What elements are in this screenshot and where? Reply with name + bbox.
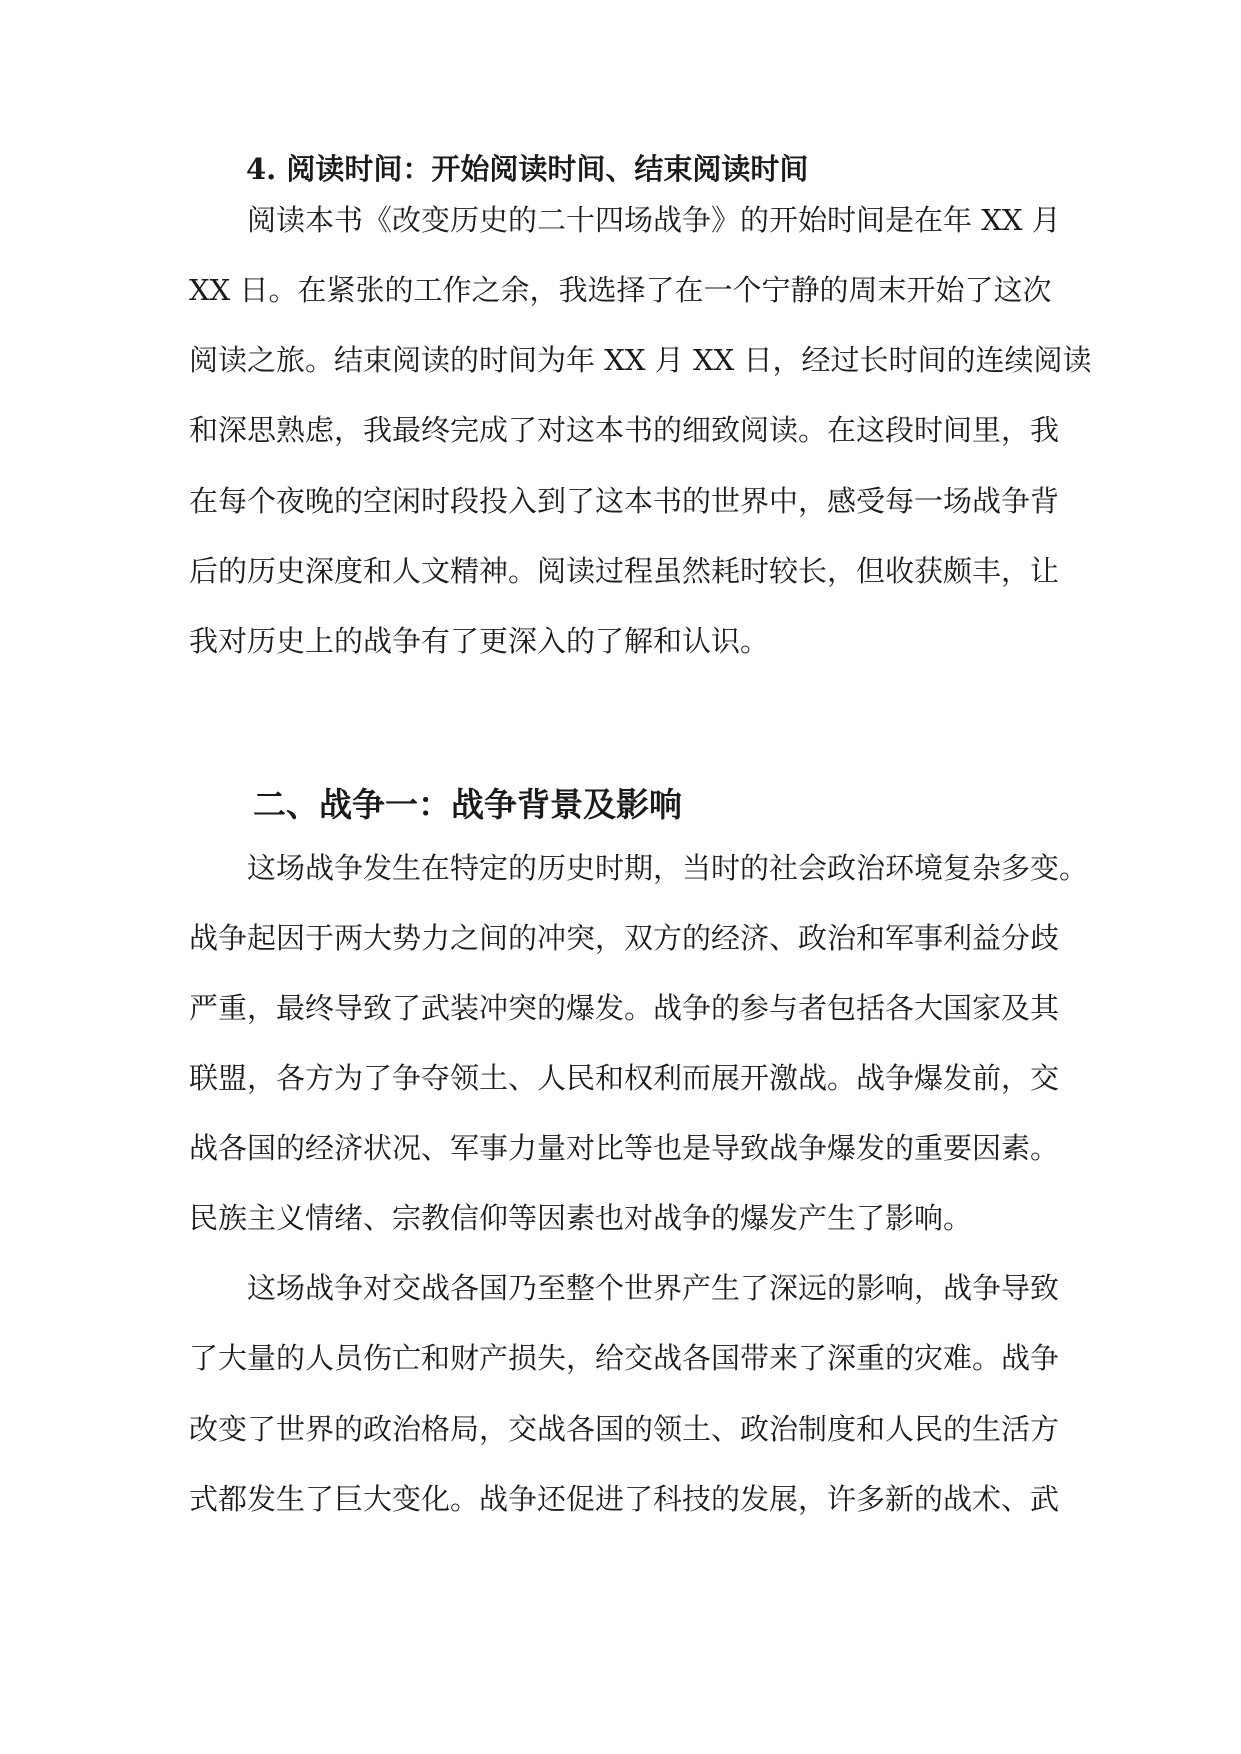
paragraph-line: 阅读本书《改变历史的二十四场战争》的开始时间是在年 XX 月 <box>247 203 1061 237</box>
paragraph-line: 战各国的经济状况、军事力量对比等也是导致战争爆发的重要因素。 <box>189 1131 1060 1165</box>
paragraph-line: 联盟，各方为了争夺领土、人民和权利而展开激战。战争爆发前，交 <box>189 1061 1060 1095</box>
paragraph-line: 民族主义情绪、宗教信仰等因素也对战争的爆发产生了影响。 <box>189 1201 973 1235</box>
paragraph-line: 我对历史上的战争有了更深入的了解和认识。 <box>189 624 770 658</box>
paragraph-line: 战争起因于两大势力之间的冲突，双方的经济、政治和军事利益分歧 <box>189 921 1060 955</box>
paragraph-line: 后的历史深度和人文精神。阅读过程虽然耗时较长，但收获颇丰，让 <box>189 554 1060 588</box>
paragraph-line: 阅读之旅。结束阅读的时间为年 XX 月 XX 日，经过长时间的连续阅读 <box>189 343 1092 377</box>
paragraph-line: 严重，最终导致了武装冲突的爆发。战争的参与者包括各大国家及其 <box>189 991 1060 1025</box>
paragraph-line: 这场战争发生在特定的历史时期，当时的社会政治环境复杂多变。 <box>247 851 1089 885</box>
paragraph-line: 了大量的人员伤亡和财产损失，给交战各国带来了深重的灾难。战争 <box>189 1341 1060 1375</box>
paragraph-line: XX 日。在紧张的工作之余，我选择了在一个宁静的周末开始了这次 <box>189 273 1052 307</box>
paragraph-line: 改变了世界的政治格局，交战各国的领土、政治制度和人民的生活方 <box>189 1412 1060 1446</box>
paragraph-line: 这场战争对交战各国乃至整个世界产生了深远的影响，战争导致 <box>247 1271 1060 1305</box>
paragraph-line: 和深思熟虑，我最终完成了对这本书的细致阅读。在这段时间里，我 <box>189 413 1060 447</box>
subsection-heading-reading-time: 4. 阅读时间：开始阅读时间、结束阅读时间 <box>246 152 809 186</box>
paragraph-line: 在每个夜晚的空闲时段投入到了这本书的世界中，感受每一场战争背 <box>189 484 1060 518</box>
paragraph-line: 式都发生了巨大变化。战争还促进了科技的发展，许多新的战术、武 <box>189 1482 1060 1516</box>
section-heading-war-one: 二、战争一：战争背景及影响 <box>253 785 682 824</box>
